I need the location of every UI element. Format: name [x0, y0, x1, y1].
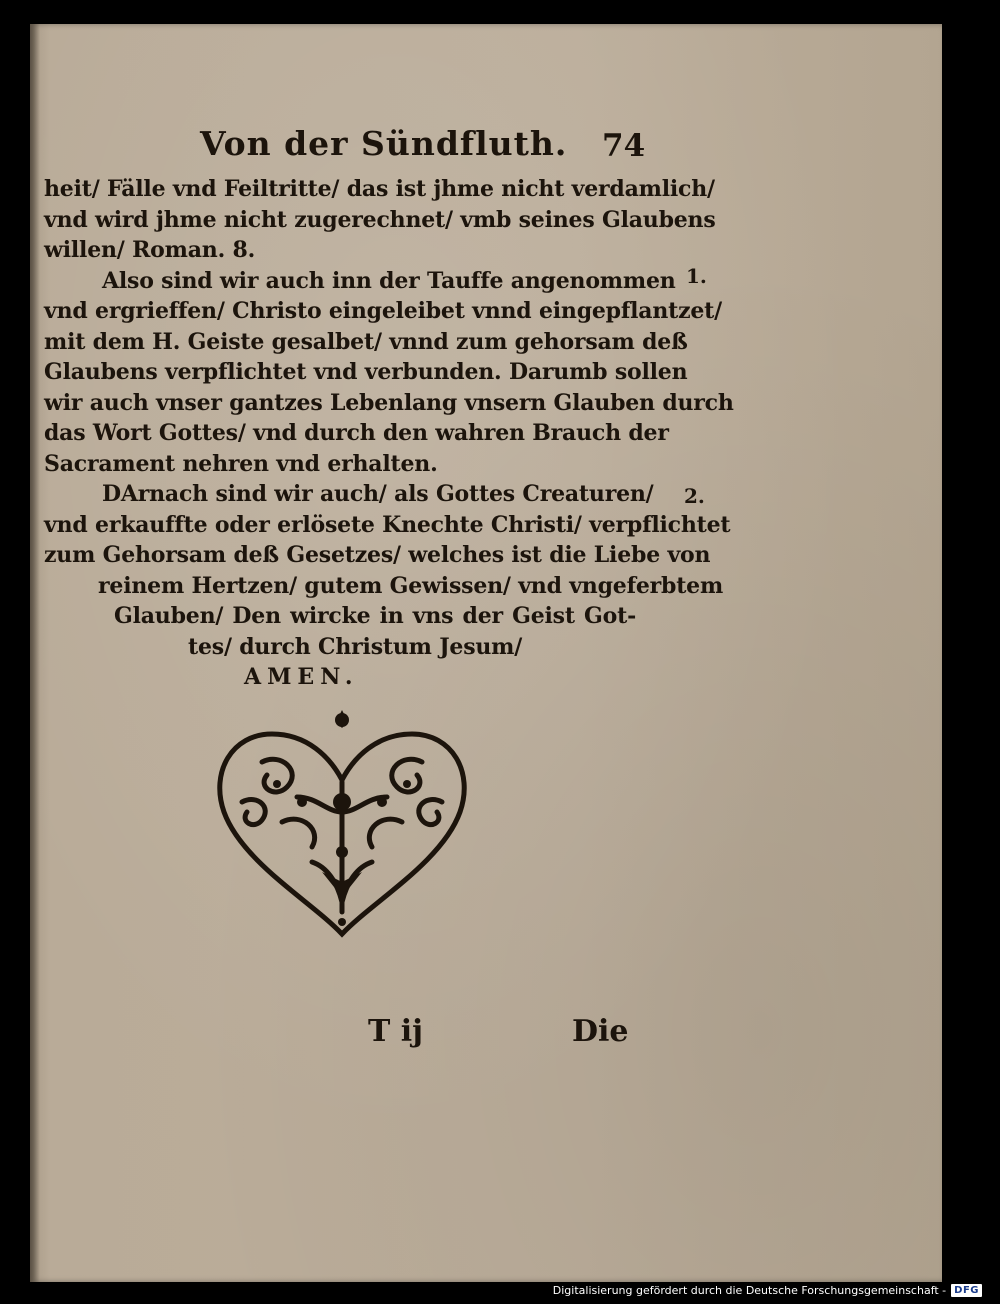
text-line: heit/ Fälle vnd Feiltritte/ das ist jhme nicht verdamlich/ — [44, 176, 715, 202]
text-line: AMEN. — [244, 664, 359, 690]
text-line: Sacrament nehren vnd erhalten. — [44, 450, 438, 477]
text-line: zum Gehorsam deß Gesetzes/ welches ist die Liebe von — [44, 542, 711, 568]
text-line: Glauben/ Den wircke in vns der Geist Got- — [114, 603, 636, 629]
text-line: reinem Hertzen/ gutem Gewissen/ vnd vngeferbtem — [98, 572, 724, 599]
text-line: DArnach sind wir auch/ als Gottes Creaturen/ — [102, 481, 654, 507]
catchword: Die — [572, 1014, 629, 1049]
text-line: vnd erkauffte oder erlösete Knechte Christi/ verpflichtet — [44, 511, 731, 538]
body-text — [44, 174, 734, 693]
text-line: willen/ Roman. 8. — [44, 237, 256, 263]
marginal-note: 2. — [684, 484, 705, 508]
signature-mark: T ij — [368, 1014, 424, 1049]
text-line: mit dem H. Geiste gesalbet/ vnnd zum gehorsam deß — [44, 328, 688, 355]
text-line: tes/ durch Christum Jesum/ — [188, 633, 523, 660]
text-line: vnd wird jhme nicht zugerechnet/ vmb seines Glaubens — [44, 206, 716, 233]
running-head: Von der Sündfluth. — [200, 124, 568, 163]
book-page — [30, 24, 942, 1282]
text-line: Also sind wir auch inn der Tauffe angenommen — [102, 267, 676, 294]
heart-shaped-fleuron-icon — [202, 702, 482, 942]
digitization-credit — [553, 1280, 982, 1300]
dfg-logo-icon: DFG — [951, 1284, 982, 1297]
text-line: wir auch vnser gantzes Lebenlang vnsern Glauben durch — [44, 389, 734, 416]
text-line: vnd ergrieffen/ Christo eingeleibet vnnd eingepflantzet/ — [44, 298, 722, 324]
page-number: 74 — [602, 128, 646, 164]
spine-shadow — [30, 24, 40, 1282]
text-line: das Wort Gottes/ vnd durch den wahren Brauch der — [44, 420, 669, 446]
text-line: Glaubens verpflichtet vnd verbunden. Darumb sollen — [44, 359, 688, 385]
credit-text: Digitalisierung gefördert durch die Deutsche Forschungsgemeinschaft - — [552, 1283, 947, 1297]
marginal-note: 1. — [686, 264, 707, 288]
